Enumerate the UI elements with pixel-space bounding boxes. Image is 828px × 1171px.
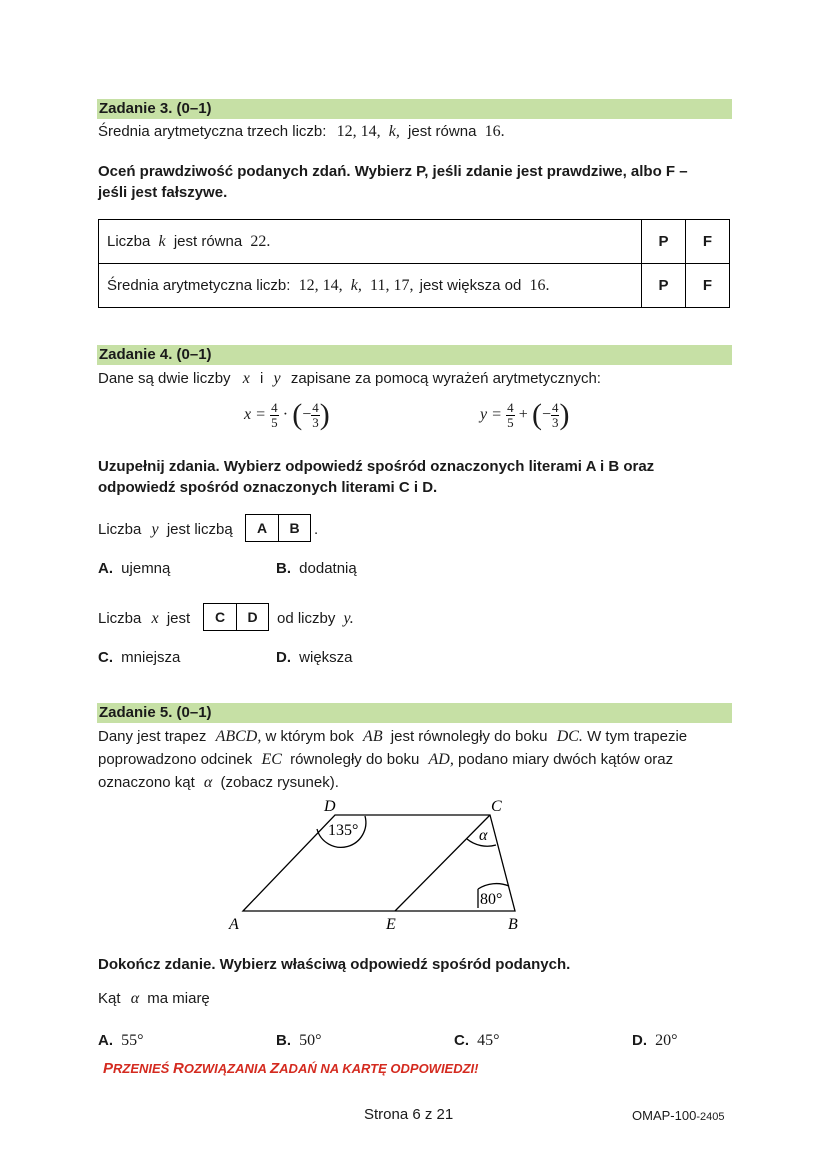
fraction: $\frac{4}{3}$	[312, 399, 319, 430]
label-e: E	[386, 916, 396, 933]
fraction: $\frac{4}{3}$	[551, 399, 559, 430]
option-b[interactable]: B. dodatnią	[276, 560, 357, 577]
sentence-1: Liczba y jest liczbą	[98, 521, 233, 538]
segment-ec	[395, 815, 490, 911]
label-b: B	[508, 916, 518, 933]
trapezoid-abcd	[243, 815, 515, 911]
answer-b[interactable]: B. 50°	[276, 1032, 322, 1049]
angle-b-value: 80°	[480, 891, 503, 908]
answer-d[interactable]: D. 20°	[632, 1032, 678, 1049]
statement-1: Liczba k jest równa 22.	[99, 220, 642, 264]
label-c: C	[491, 798, 502, 815]
transfer-answers-note: PRZENIEŚ ROZWIĄZANIA ZADAŃ NA KARTĘ ODPOWIEDZI!	[103, 1060, 479, 1077]
page-number: Strona 6 z 21	[364, 1106, 454, 1123]
task-3-instruction-line-1: Oceń prawdziwość podanych zdań. Wybierz P, jeśli zdanie jest prawdziwe, albo F –	[98, 163, 688, 180]
fraction: $\frac{4}{5}$	[507, 399, 514, 430]
task-4-instruction-line-2: odpowiedź spośród oznaczonych literami C i D.	[98, 479, 438, 496]
answer-c[interactable]: C. 45°	[454, 1032, 500, 1049]
task-5-instruction: Dokończ zdanie. Wybierz właściwą odpowiedź spośród podanych.	[98, 956, 571, 973]
task-3-instruction-line-2: jeśli jest fałszywe.	[98, 184, 228, 201]
task-3-intro: Średnia arytmetyczna trzech liczb: 12, 14, k, jest równa 16.	[98, 123, 505, 140]
angle-d-value: 135°	[328, 822, 359, 839]
option-d[interactable]: D. większa	[276, 649, 353, 666]
sentence-1-period: .	[314, 521, 319, 538]
statement-2: Średnia arytmetyczna liczb: 12, 14, k, 11, 17, jest większa od 16.	[99, 264, 642, 308]
label-d: D	[324, 798, 336, 815]
sentence-2: Liczba x jest	[98, 610, 191, 627]
expression-x: x = $\frac{4}{5}$ · (− $\frac{4}{3}$ )	[244, 398, 330, 431]
task-5-sentence: Kąt α ma miarę	[98, 990, 210, 1007]
statement-1-option-p[interactable]: P	[642, 220, 686, 264]
task-4-header: Zadanie 4. (0–1)	[97, 345, 732, 365]
fraction: $\frac{4}{5}$	[271, 399, 278, 430]
statement-2-option-p[interactable]: P	[642, 264, 686, 308]
option-a[interactable]: A. ujemną	[98, 560, 171, 577]
statement-2-option-f[interactable]: F	[686, 264, 730, 308]
document-code: OMAP-100-2405	[632, 1108, 725, 1123]
task-5-text-line-1: Dany jest trapez ABCD, w którym bok AB jest równoległy do boku DC. W tym trapezie	[98, 728, 688, 745]
task-5-text-line-2: poprowadzono odcinek EC równoległy do boku AD, podano miary dwóch kątów oraz	[98, 751, 674, 768]
statement-1-option-f[interactable]: F	[686, 220, 730, 264]
answer-a[interactable]: A. 55°	[98, 1032, 144, 1049]
choice-b[interactable]: B	[278, 515, 310, 541]
label-a: A	[229, 916, 239, 933]
choice-a[interactable]: A	[256, 520, 268, 536]
task-4-instruction-line-1: Uzupełnij zdania. Wybierz odpowiedź spośród oznaczonych literami A i B oraz	[98, 458, 655, 475]
expression-y: y = $\frac{4}{5}$ + (− $\frac{4}{3}$ )	[480, 398, 570, 431]
angle-alpha-label: α	[479, 827, 488, 844]
task-3-header: Zadanie 3. (0–1)	[97, 99, 732, 119]
task-5-text-line-3: oznaczono kąt α (zobacz rysunek).	[98, 774, 339, 791]
sentence-2-tail: od liczby y.	[277, 610, 354, 627]
task-4-intro: Dane są dwie liczby x i y zapisane za pomocą wyrażeń arytmetycznych:	[98, 370, 601, 387]
choice-d[interactable]: D	[236, 604, 268, 630]
option-c[interactable]: C. mniejsza	[98, 649, 181, 666]
choice-c[interactable]: C	[214, 609, 226, 625]
task-5-header: Zadanie 5. (0–1)	[97, 703, 732, 723]
